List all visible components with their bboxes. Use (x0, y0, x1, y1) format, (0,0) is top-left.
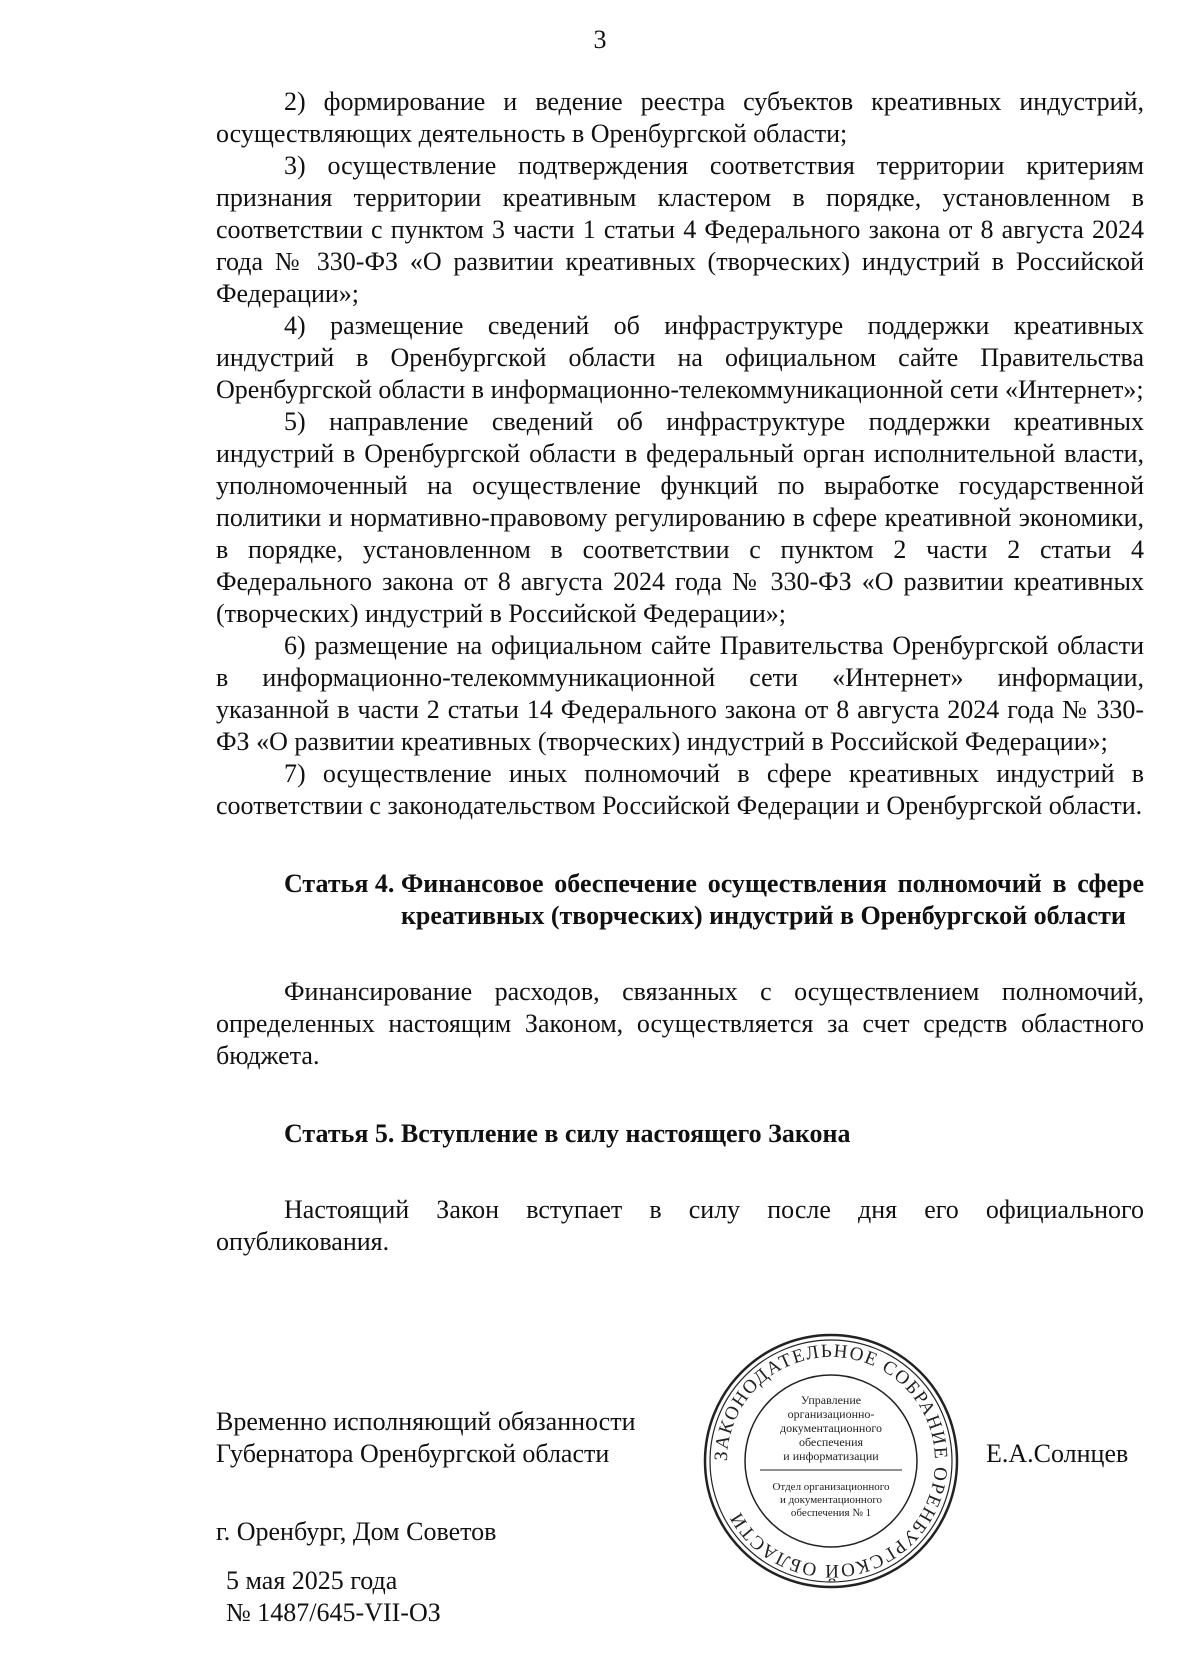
signatory-position (216, 1406, 656, 1470)
list-item-6: 6) размещение на официальном сайте Правительства Оренбургской области в информационно-телекоммуникационной сети «Интернет» информации, указанной в части 2 статьи 14 Федерального закона от 8 августа 2024 года № 330-ФЗ «О развитии креативных (творческих) индустрий в Российской Федерации»; (216, 631, 1144, 756)
article-4-number: Статья 4. (284, 869, 401, 898)
list-item-2: 2) формирование и ведение реестра субъектов креативных индустрий, осуществляющих деятельность в Оренбургской области; (216, 87, 1144, 148)
page-number: 3 (593, 25, 607, 54)
svg-text:Управление: Управление (800, 1393, 862, 1407)
signing-date: 5 мая 2025 года (226, 1566, 398, 1595)
svg-text:обеспечения № 1: обеспечения № 1 (790, 1507, 872, 1519)
document-body (216, 86, 1144, 1258)
article-4-text: Финансирование расходов, связанных с осуществлением полномочий, определенных настоящим Законом, осуществляется за счет средств областного бюджета. (216, 977, 1144, 1070)
article-5-heading (216, 1118, 1144, 1150)
svg-text:документационного: документационного (780, 1421, 882, 1435)
list-item-5: 5) направление сведений об инфраструктуре поддержки креативных индустрий в Оренбургской области в федеральный орган исполнительной власти, уполномоченный на осуществление функций по выработке государственной политики и нормативно-правовому регулированию в сфере креативной экономики, в порядке, установленном в соответствии с пунктом 2 части 2 статьи 4 Федерального закона от 8 августа 2024 года № 330-ФЗ «О развитии креативных (творческих) индустрий в Российской Федерации»; (216, 407, 1144, 628)
article-5-title: Статья 5. Вступление в силу настоящего Закона (284, 1119, 851, 1148)
signatory-name: Е.А.Солнцев (986, 1439, 1129, 1468)
svg-text:ЗАКОНОДАТЕЛЬНОЕ СОБРАНИЕ ОРЕНБ: ЗАКОНОДАТЕЛЬНОЕ СОБРАНИЕ ОРЕНБУРГСКОЙ ОБЛАСТИ (710, 1340, 952, 1582)
article-4-heading (216, 868, 1144, 932)
svg-text:и документационного: и документационного (779, 1494, 883, 1506)
svg-text:Отдел организационного: Отдел организационного (772, 1481, 890, 1493)
svg-text:и информатизации: и информатизации (783, 1449, 879, 1463)
official-seal (700, 1330, 962, 1592)
law-number: № 1487/645-VII-ОЗ (226, 1598, 441, 1627)
list-item-4: 4) размещение сведений об инфраструктуре поддержки креативных индустрий в Оренбургской области на официальном сайте Правительства Оренбургской области в информационно-телекоммуникационной сети «Интернет»; (216, 311, 1144, 404)
list-item-3: 3) осуществление подтверждения соответствия территории критериям признания территории креативным кластером в порядке, установленном в соответствии с пунктом 3 части 1 статьи 4 Федерального закона от 8 августа 2024 года № 330-ФЗ «О развитии креативных (творческих) индустрий в Российской Федерации»; (216, 151, 1144, 308)
article-4-title: Финансовое обеспечение осуществления полномочий в сфере креативных (творческих) индустрий в Оренбургской области (400, 869, 1144, 930)
article-5-text: Настоящий Закон вступает в силу после дня его официального опубликования. (216, 1195, 1144, 1256)
signatory-position-line1: Временно исполняющий обязанности (216, 1407, 636, 1436)
list-item-7: 7) осуществление иных полномочий в сфере креативных индустрий в соответствии с законодательством Российской Федерации и Оренбургской области. (216, 759, 1144, 820)
signatory-position-line2: Губернатора Оренбургской области (216, 1439, 610, 1468)
signing-place: г. Оренбург, Дом Советов (216, 1517, 497, 1546)
svg-text:организационно-: организационно- (787, 1407, 875, 1421)
svg-text:обеспечения: обеспечения (798, 1435, 864, 1449)
